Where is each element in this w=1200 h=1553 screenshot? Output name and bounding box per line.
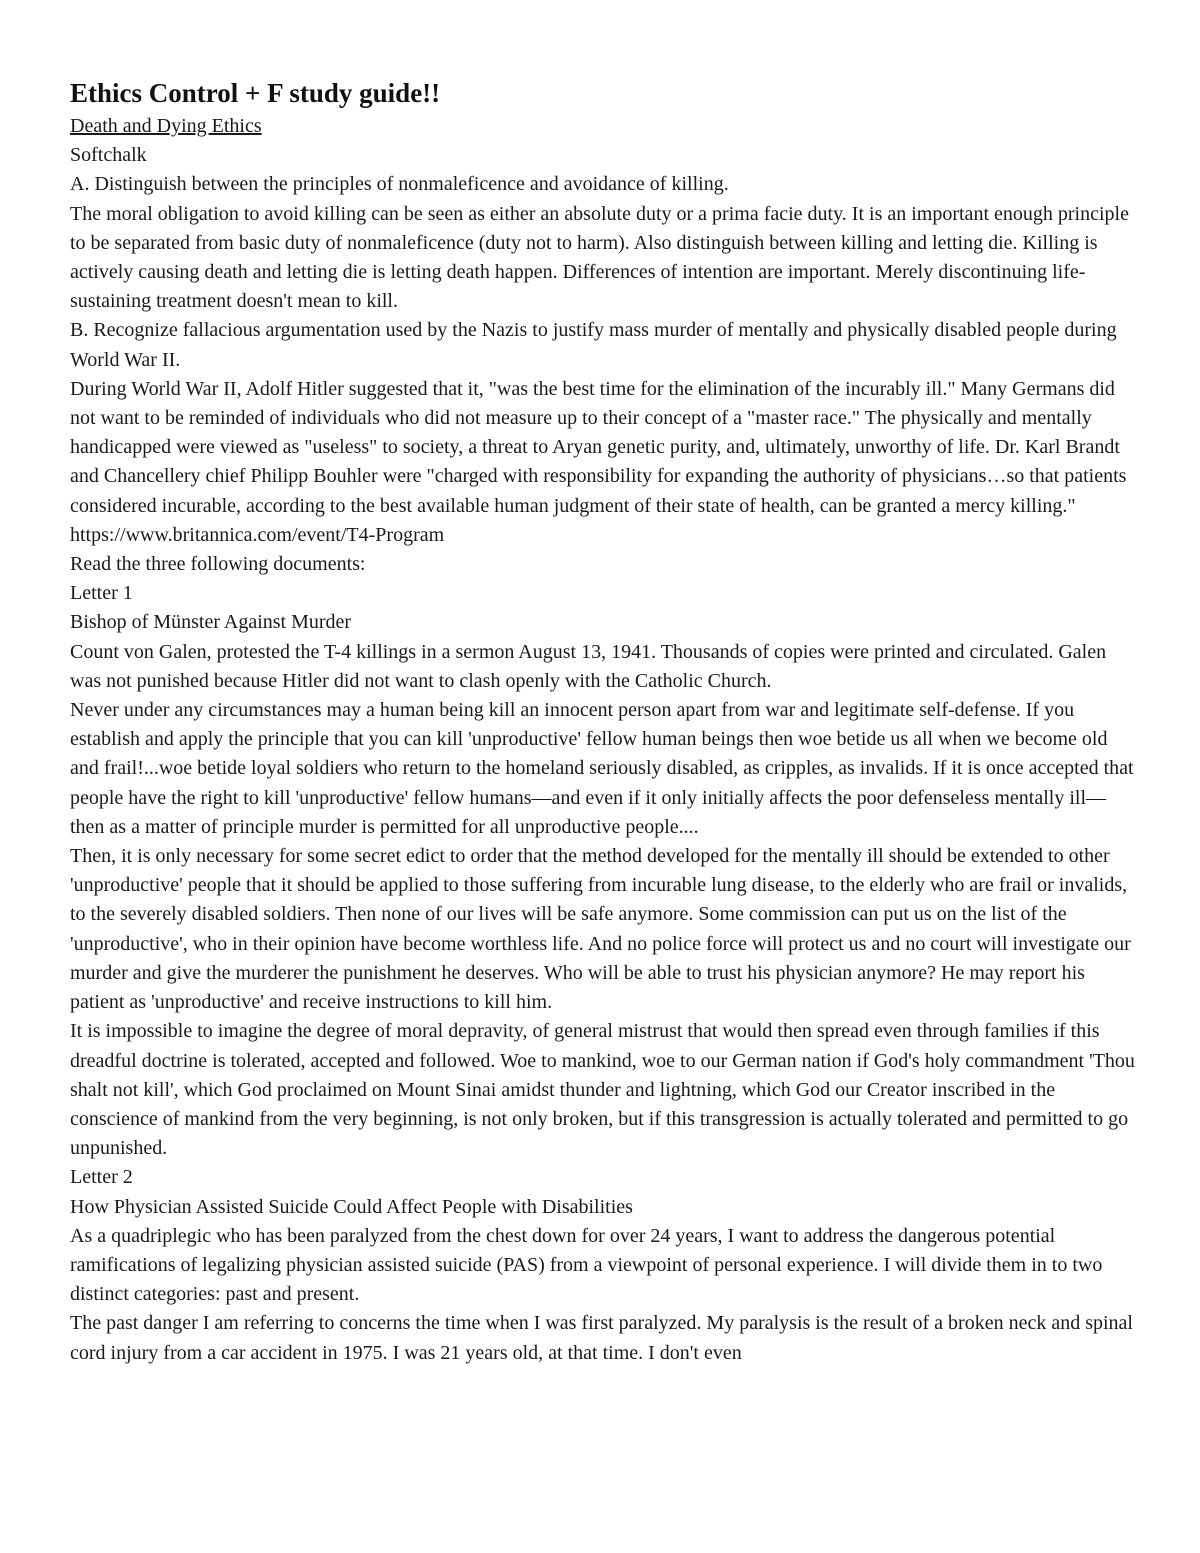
paragraph-never-under: Never under any circumstances may a human being kill an innocent person apart from war and legitimate self-defense. If you establish and apply the principle that you can kill 'unproductive' fellow human beings then woe betide us all when we become old and frail!...woe betide loyal soldiers who return to the homeland seriously disabled, as cripples, as invalids. If it is once accepted that people have the right to kill 'unproductive' fellow humans—and even if it only initially affects the poor defenseless mentally ill—then as a matter of principle murder is permitted for all unproductive people.... (70, 699, 1134, 838)
source-url: https://www.britannica.com/event/T4-Program (70, 523, 445, 546)
paragraph-softchalk: Softchalk (70, 144, 147, 167)
document-title: Ethics Control + F study guide!! (70, 78, 441, 108)
paragraph-world-war-ii: During World War II, Adolf Hitler suggested that it, "was the best time for the elimination of the incurably ill." Many Germans did not want to be reminded of individuals who did not measure up to their concept of a "master race." The physically and mentally handicapped were viewed as "useless" to society, a threat to Aryan genetic purity, and, ultimately, unworthy of life. Dr. Karl Brandt and Chancellery chief Philipp Bouhler were "charged with responsibility for expanding the authority of physicians…so that patients considered incurable, according to the best available human judgment of their state of health, can be granted a mercy killing." (70, 377, 1127, 517)
paragraph-objective-a: A. Distinguish between the principles of nonmaleficence and avoidance of killing. (70, 173, 729, 196)
paragraph-moral-depravity: It is impossible to imagine the degree of moral depravity, of general mistrust that would then spread even through families if this dreadful doctrine is tolerated, accepted and followed. Woe to mankind, woe to our German nation if God's holy commandment 'Thou shalt not kill', which God proclaimed on Mount Sinai amidst thunder and lightning, which God our Creator inscribed in the conscience of mankind from the very beginning, is not only broken, but if this transgression is actually tolerated and permitted to go unpunished. (70, 1020, 1135, 1160)
paragraph-objective-b: B. Recognize fallacious argumentation used by the Nazis to justify mass murder of mentally and physically disabled people during World War II. (70, 319, 1117, 371)
letter-2-title: How Physician Assisted Suicide Could Affect People with Disabilities (70, 1195, 633, 1218)
letter-2-heading: Letter 2 (70, 1166, 133, 1189)
paragraph-quadriplegic: As a quadriplegic who has been paralyzed from the chest down for over 24 years, I want to address the dangerous potential ramifications of legalizing physician assisted suicide (PAS) from a viewpoint of personal experience. I will divide them in to two distinct categories: past and present. (70, 1224, 1103, 1306)
paragraph-read-documents: Read the three following documents: (70, 553, 366, 576)
paragraph-past-danger: The past danger I am referring to concerns the time when I was first paralyzed. My paralysis is the result of a broken neck and spinal cord injury from a car accident in 1975. I was 21 years old, at that time. I don't even (70, 1312, 1133, 1364)
letter-1-title: Bishop of Münster Against Murder (70, 611, 352, 634)
paragraph-moral-obligation: The moral obligation to avoid killing can be seen as either an absolute duty or a prima facie duty. It is an important enough principle to be separated from basic duty of nonmaleficence (duty not to harm). Also distinguish between killing and letting die. Killing is actively causing death and letting die is letting death happen. Differences of intention are important. Merely discontinuing life-sustaining treatment doesn't mean to kill. (70, 202, 1129, 313)
paragraph-von-galen: Count von Galen, protested the T-4 killings in a sermon August 13, 1941. Thousands of copies were printed and circulated. Galen was not punished because Hitler did not want to clash openly with the Catholic Church. (70, 640, 1107, 692)
letter-1-heading: Letter 1 (70, 582, 133, 605)
paragraph-secret-edict: Then, it is only necessary for some secret edict to order that the method developed for the mentally ill should be extended to other 'unproductive' people that it should be applied to those suffering from incurable lung disease, to the elderly who are frail or invalids, to the severely disabled soldiers. Then none of our lives will be safe anymore. Some commission can put us on the list of the 'unproductive', who in their opinion have become worthless life. And no police force will protect us and no court will investigate our murder and give the murderer the punishment he deserves. Who will be able to trust his physician anymore? He may report his patient as 'unproductive' and receive instructions to kill him. (70, 845, 1131, 1014)
section-heading: Death and Dying Ethics (70, 115, 262, 137)
document-page (70, 74, 1140, 1368)
